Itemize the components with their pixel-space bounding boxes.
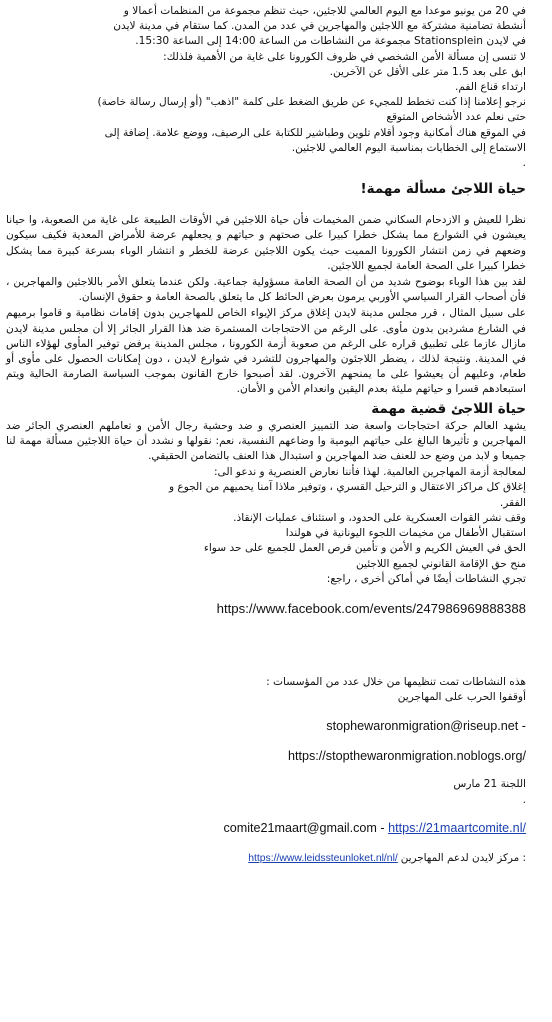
document-body [6, 4, 526, 877]
intro-line: حتى نعلم عدد الأشخاص المتوقع [386, 111, 526, 124]
intro-line: أنشطة تضامنية مشتركة مع اللاجئين والمهاجرين في عدد من المدن. كما ستقام في مدينة لايدن [113, 20, 526, 33]
leiden-support-link[interactable]: https://www.leidssteunloket.nl/nl/ [248, 853, 398, 865]
demand-line: استقبال الأطفال من مخيمات اللجوء اليونانية في هولندا [285, 527, 526, 540]
leiden-support-row [6, 850, 526, 867]
leiden-support-label: مركز لايدن لدعم المهاجرين : [400, 852, 526, 865]
organizer-name: أوقفوا الحرب على المهاجرين [397, 691, 526, 704]
committee-website-link[interactable]: https://21maartcomite.nl/ [388, 821, 526, 836]
committee-contact-row [6, 820, 526, 837]
paragraph: لقد بين هذا الوباء بوضوح شديد من أن الصحة العامة مسؤولية جماعية. ولكن عندما يتعلق الأمر باللاجئين والمهاجرين ، فأن أصحاب القرار السياسي الأوربي يرمون بعرض الحائط كل ما يتعلق بالصحة العامة و حقوق الإنسان. [6, 276, 526, 304]
section-heading: حياة اللاجئ مسألة مهمة! [360, 181, 526, 198]
paragraph: نظرا للعيش و الازدحام السكاني ضمن المخيمات فأن حياة اللاجئين في الأوقات الطبيعة على غاية من الصعوبة، وا حيانا يعيشون في الشوارع مما يشكل خطرا كبيرا على صحتهم و حياتهم و يجعلهم عرضة للأمراض المعدية فكيف سيكون وضعهم في زمن انتشار الكورونا المميت حيث يكون اللاجئين عرضة للخطر و انتشار الوباء بسرعة كبيرة مما يشكل خطرا كبيرا على الصحة العامة لجميع اللاجئين. [6, 214, 526, 272]
facebook-event-link[interactable]: https://www.facebook.com/events/247986969888388 [216, 601, 526, 617]
demand-line: الفقر. [499, 496, 526, 509]
paragraph: يشهد العالم حركة احتجاجات واسعة ضد التمييز العنصري و ضد وحشية رجال الأمن و تعاملهم العنصري الجائر ضد المهاجرين و تأثيرها البالغ على حياتهم اليومية وا وضاعهم النفسية، نعم: نقولها و نشدد أن حياة اللاجئين مسألة مهمة لنا جميعا و لابد من وضع حد للعنف ضد المهاجرين و استبدال هذا العنف بالتضامن الحقيقي. [6, 419, 526, 463]
demand-line: وقف نشر القوات العسكرية على الحدود، و استئناف عمليات الإنقاذ. [233, 511, 526, 524]
demand-line: تجري النشاطات أيضًا في أماكن أخرى ، راجع: [326, 572, 526, 585]
intro-line: في الموقع هناك أمكانية وجود أقلام تلوين وطباشير للكتابة على الرصيف، ووضع علامة. إضافة إلى [104, 126, 526, 139]
demand-line: الحق في العيش الكريم و الأمن و تأمين فرص العمل للجميع على حد سواء [203, 542, 526, 555]
demand-line: منح حق الإقامة القانوني لجميع اللاجئين [355, 557, 526, 570]
intro-line: ارتداء قناع الفم. [455, 81, 526, 94]
intro-line: نرجو إعلامنا إذا كنت تخطط للمجيء عن طريق الضغط على كلمة "اذهب" (أو إرسال رسالة خاصة) [97, 96, 526, 109]
intro-line: في 20 من يونيو موعدا مع اليوم العالمي للاجئين، حيث تنظم مجموعة من المنظمات أعمالا و [123, 5, 526, 17]
paragraph: على سبيل المثال ، قرر مجلس مدينة لايدن إغلاق مركز الإيواء الخاص للمهاجرين بدون إقامات نظامية و قاموا برميهم في الشارع مشردين بدون مأوى. على الرغم من الاحتجاجات المستمرة ضد هذا القرار الجائر إلا أن مجلس مدينة لايدن مازال عازما على تطبيق قراره على الرغم من صعوبة أزمة الكورونا ، مجلس المدينة يرفض توفير المأوى لهؤلاء الناس في المدينة. ونتيجة لذلك ، يضطر اللاجئون والمهاجرون للتشرد في شوارع لايدن ، دون إمكانات الحصول على مأوى أو طعام، وعليهم أن يعيشوا على ما يمنحهم الآخرون. لقد أصبحوا خارج القانون بموجب السياسة الصارمة الحالية ويتم استبعادهم قسرا و حياتهم مليئة بعدم اليقين وانعدام الأمن و الأمان. [6, 307, 526, 396]
demand-line: إغلاق كل مراكز الاعتقال و الترحيل القسري ، وتوفير ملاذا آمنا يحميهم من الجوع و [168, 481, 526, 494]
separator-dot: . [522, 793, 526, 806]
intro-line: . [522, 157, 526, 170]
organizers-intro: هذه النشاطات تمت تنظيمها من خلال عدد من المؤسسات : [266, 676, 526, 689]
organizer-website[interactable]: https://stopthewaronmigration.noblogs.org/ [287, 748, 526, 763]
committee-email[interactable]: comite21maart@gmail.com - [223, 821, 389, 836]
organizer-email[interactable]: stophewaronmigration@riseup.net - [326, 719, 526, 734]
section-heading: حياة اللاجئ قضية مهمة [371, 400, 526, 417]
intro-line: في لايدن Stationsplein مجموعة من النشاطات من الساعة 14:00 إلى الساعة 15:30. [135, 35, 526, 48]
intro-line: لا تنسى إن مسألة الأمن الشخصي في ظروف الكورونا على غاية من الأهمية فلذلك: [163, 50, 526, 63]
intro-line: ابق على بعد 1.5 متر على الأقل عن الآخرين. [329, 65, 526, 78]
organizer-name: اللجنة 21 مارس [453, 778, 526, 791]
intro-line: الاستماع إلى الخطابات بمناسبة اليوم العالمي للاجئين. [291, 141, 526, 154]
demand-line: لمعالجة أزمة المهاجرين العالمية. لهذا فأننا نعارض العنصرية و ندعو الى: [213, 466, 526, 479]
intro-block [6, 4, 526, 171]
